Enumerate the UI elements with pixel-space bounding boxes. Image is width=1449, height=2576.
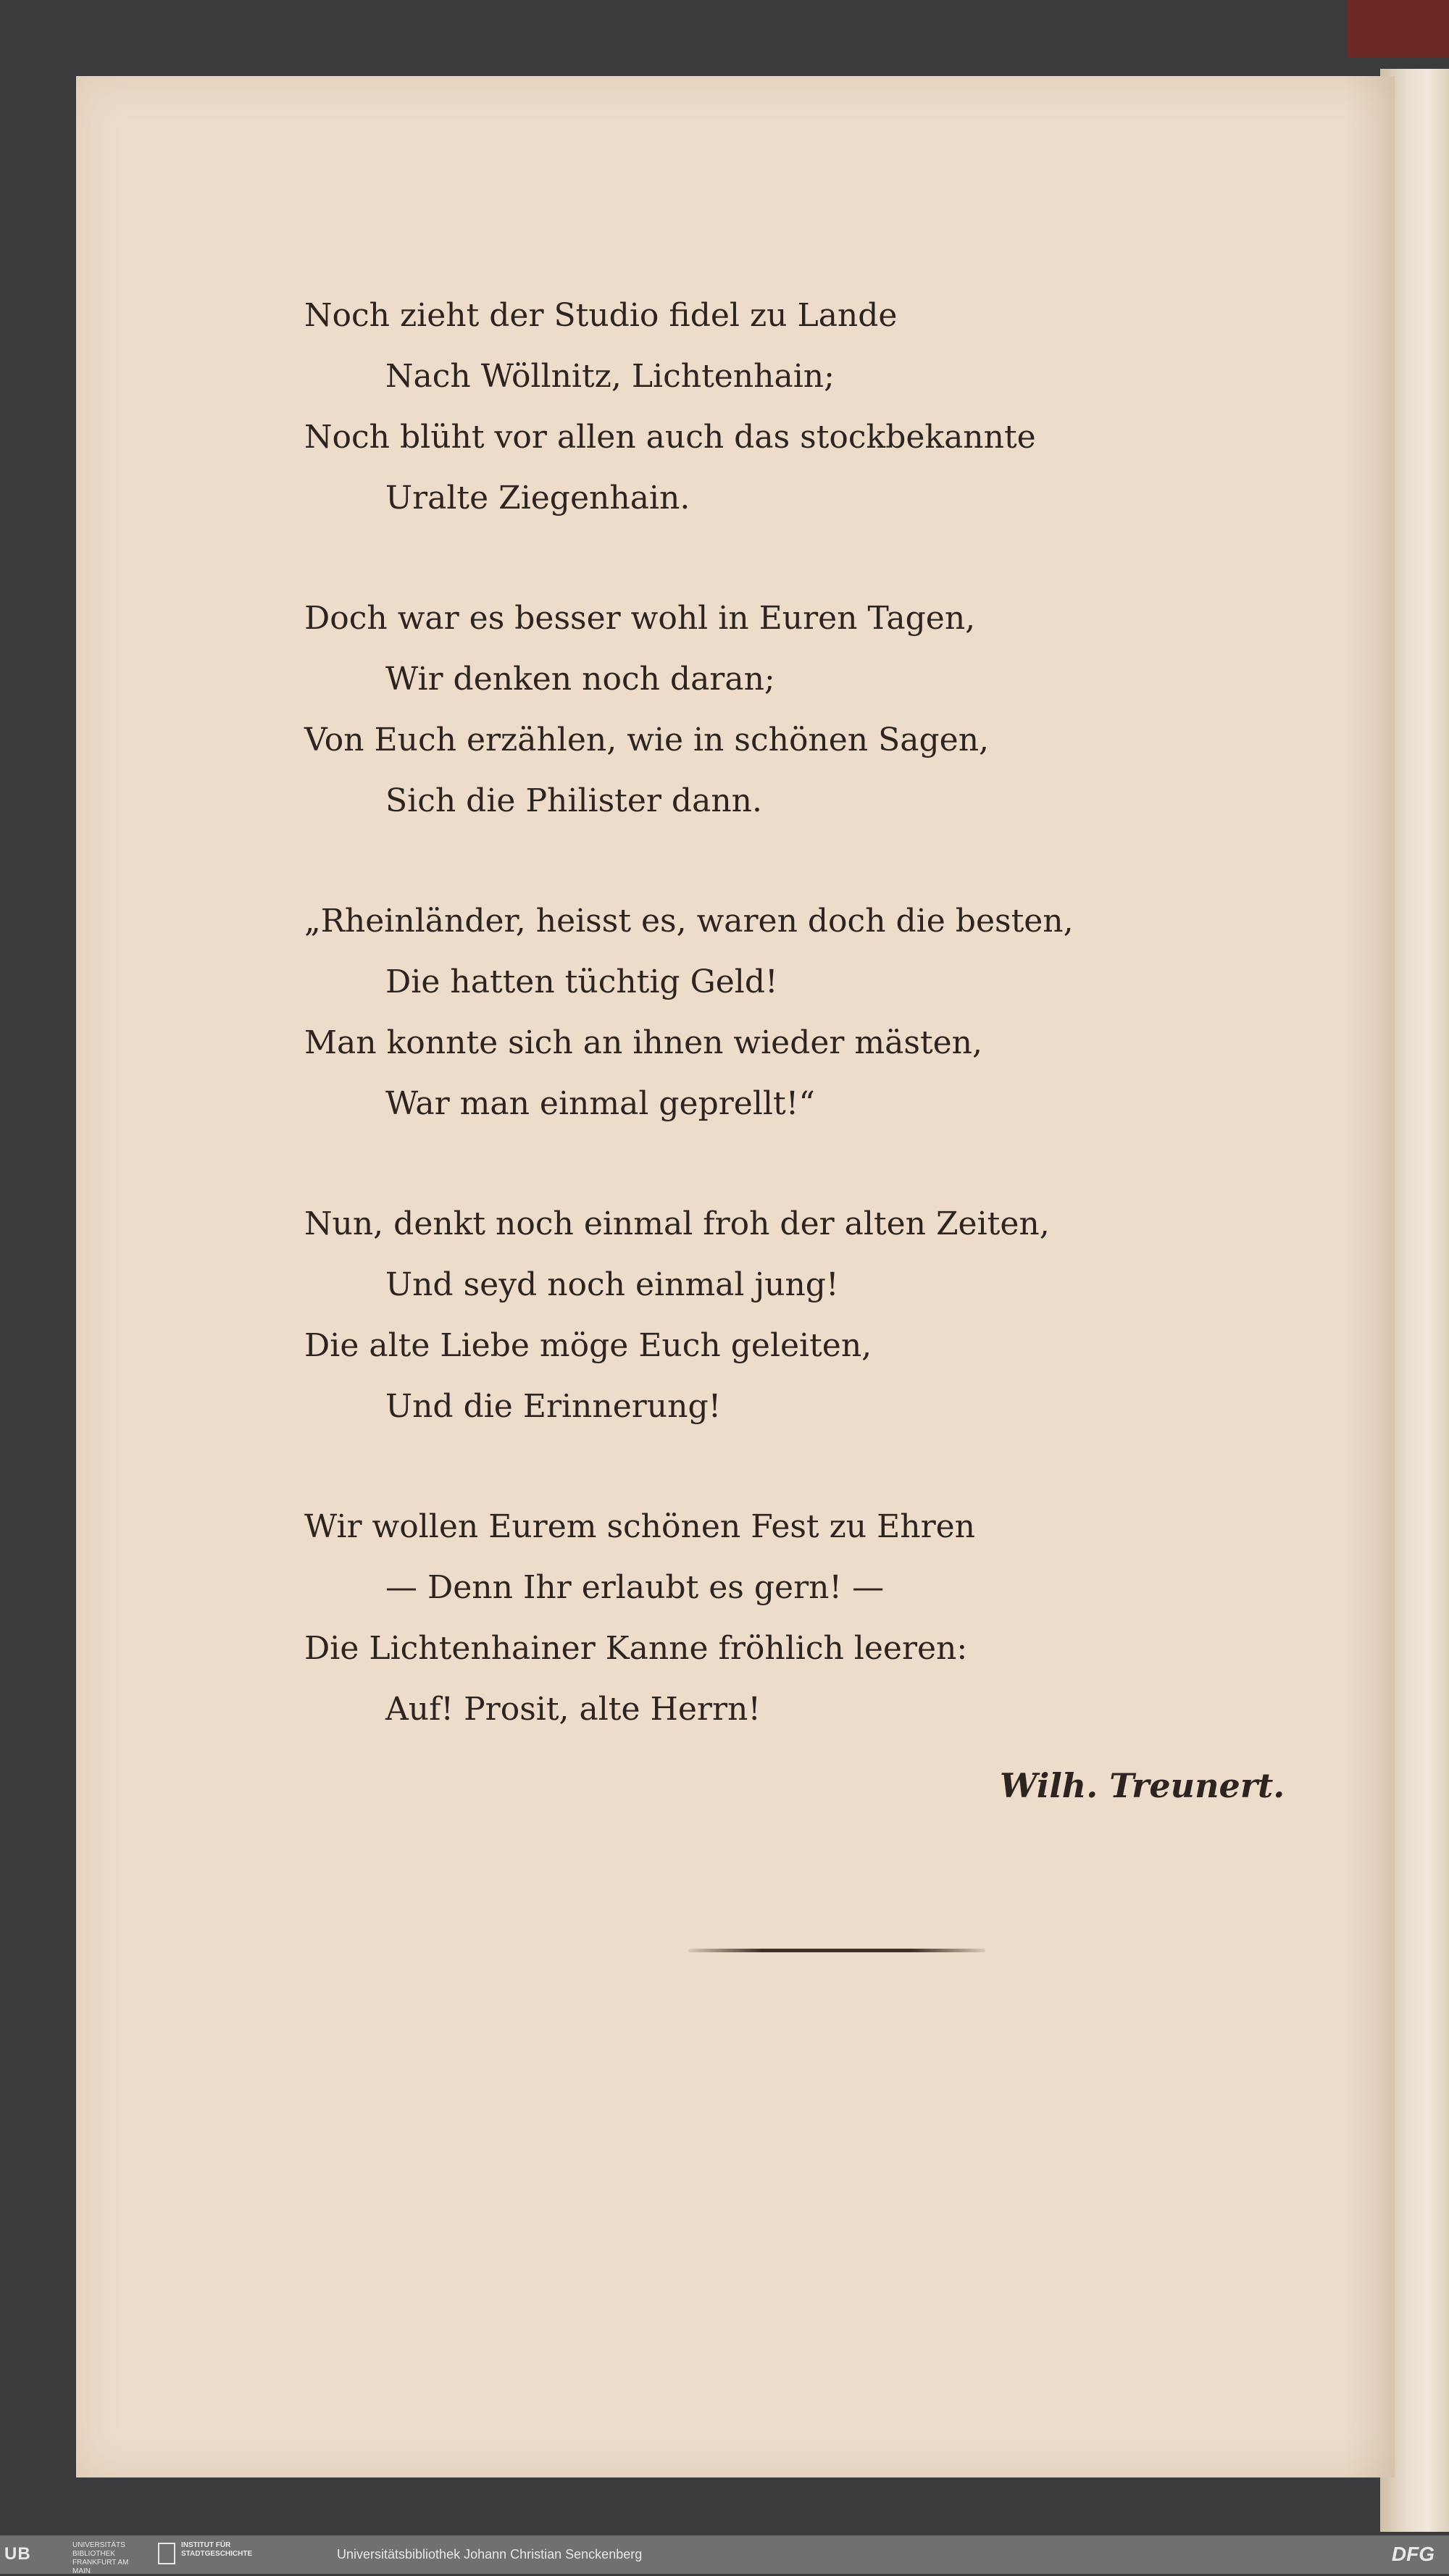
poem-line: Nun, denkt noch einmal froh der alten Zeiten, — [304, 1205, 1050, 1242]
poem-line: — Denn Ihr erlaubt es gern! — — [385, 1569, 885, 1606]
page-gutter-shadow — [1344, 76, 1395, 2477]
poem-line: Und seyd noch einmal jung! — [385, 1266, 839, 1303]
poem-line: War man einmal geprellt!“ — [385, 1085, 815, 1122]
poem-line: Die Lichtenhainer Kanne fröhlich leeren: — [304, 1630, 968, 1667]
poem-line: Von Euch erzählen, wie in schönen Sagen, — [304, 722, 990, 758]
poem-line: Sich die Philister dann. — [385, 782, 762, 819]
decorative-rule — [688, 1949, 985, 1952]
poem-line: „Rheinländer, heisst es, waren doch die besten, — [304, 903, 1074, 940]
institute-logo-icon[interactable] — [158, 2543, 175, 2564]
poem-line: Und die Erinnerung! — [385, 1388, 722, 1425]
poem-line: Uralte Ziegenhain. — [385, 480, 690, 517]
library-name: Universitätsbibliothek Johann Christian Senckenberg — [337, 2547, 643, 2562]
poem-line: Nach Wöllnitz, Lichtenhain; — [385, 358, 835, 395]
poem-line: Noch zieht der Studio fidel zu Lande — [304, 297, 898, 334]
poem-line: Die hatten tüchtig Geld! — [385, 963, 778, 1000]
poem-line: Wir denken noch daran; — [385, 661, 775, 698]
poem-line: Auf! Prosit, alte Herrn! — [385, 1691, 761, 1728]
author-signature: Wilh. Treunert. — [1000, 1766, 1285, 1805]
poem-line: Man konnte sich an ihnen wieder mästen, — [304, 1024, 983, 1061]
footer-bar — [0, 2535, 1449, 2574]
poem-line: Noch blüht vor allen auch das stockbekannte — [304, 419, 1036, 456]
ub-logo[interactable]: UB — [4, 2544, 31, 2564]
ub-logo-subtitle: UNIVERSITÄTS BIBLIOTHEK FRANKFURT AM MAIN — [72, 2541, 129, 2575]
poem-line: Doch war es besser wohl in Euren Tagen, — [304, 600, 976, 637]
poem-line: Wir wollen Eurem schönen Fest zu Ehren — [304, 1508, 975, 1545]
dfg-logo[interactable]: DFG — [1391, 2543, 1435, 2565]
institute-logo-subtitle: INSTITUT FÜR STADTGESCHICHTE — [181, 2541, 253, 2558]
poem-line: Die alte Liebe möge Euch geleiten, — [304, 1327, 872, 1364]
book-cover-corner — [1348, 0, 1449, 58]
